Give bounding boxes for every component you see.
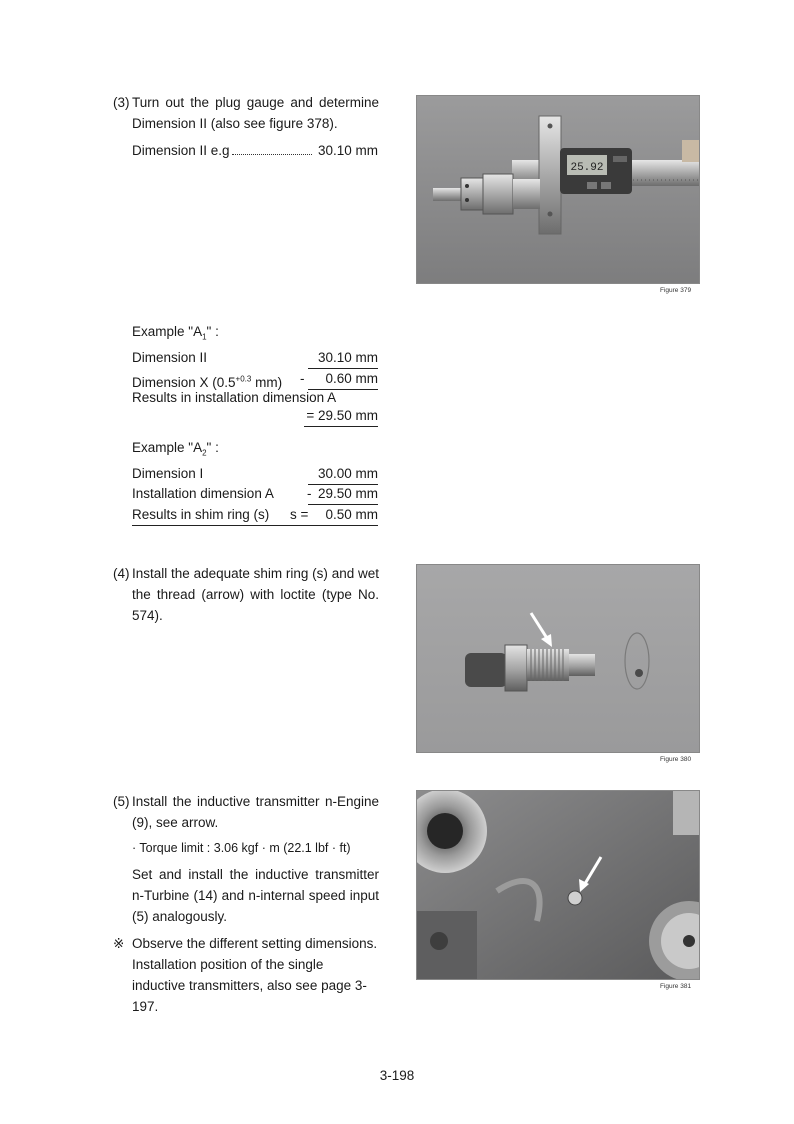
example-a1-title bbox=[132, 322, 219, 342]
figure-379-photo bbox=[416, 95, 700, 284]
row-label: Dimension I bbox=[132, 466, 204, 481]
note-text: Observe the different setting dimensions. Installation position of the single inductive transmitters, also see page 3-197. bbox=[132, 936, 378, 1014]
torque-limit: · Torque limit : 3.06 kgf · m (22.1 lbf · ft) bbox=[132, 841, 351, 855]
row-label: Results in installation dimension A bbox=[132, 390, 337, 405]
example-a2-row-2 bbox=[132, 484, 378, 504]
step-text: Install the adequate shim ring (s) and wet the thread (arrow) with loctite (type No. 574). bbox=[132, 566, 379, 623]
tolerance-superscript: +0.3 bbox=[235, 374, 252, 383]
example-a2-row-1 bbox=[132, 464, 378, 484]
row-value: 0.60 mm bbox=[308, 369, 378, 390]
row-sign: s = bbox=[290, 507, 309, 522]
step-5 bbox=[113, 791, 379, 833]
step-text: Install the inductive transmitter n-Engine (9), see arrow. bbox=[132, 794, 379, 830]
row-label-text: Dimension X (0.5 bbox=[132, 374, 236, 390]
note-symbol: ※ bbox=[113, 936, 125, 951]
example-a1-title-end: " : bbox=[206, 324, 219, 339]
page-number: 3-198 bbox=[379, 1068, 415, 1083]
figure-380-photo bbox=[416, 564, 700, 753]
example-a1-title-text: Example "A bbox=[132, 324, 203, 339]
example-a1-row-3-value bbox=[132, 406, 378, 426]
row-sign: - bbox=[300, 371, 305, 386]
figure-379-caption: Figure 379 bbox=[660, 287, 692, 294]
example-a2-title-text: Example "A bbox=[132, 440, 203, 455]
row-value: 0.50 mm bbox=[325, 507, 378, 522]
example-a2-row-3 bbox=[132, 505, 378, 526]
example-a2-subscript: 2 bbox=[202, 448, 207, 458]
row-label: Installation dimension A bbox=[132, 486, 274, 501]
figure-380-caption: Figure 380 bbox=[660, 756, 692, 763]
note bbox=[113, 933, 379, 1017]
step-4 bbox=[113, 563, 379, 626]
step-5-continued: Set and install the inductive transmitter n-Turbine (14) and n-internal speed input (5) analogously. bbox=[132, 867, 379, 924]
dimension-ii-line bbox=[132, 141, 378, 161]
row-value: 30.10 mm bbox=[308, 348, 378, 369]
caliper-reading: 25.92 bbox=[570, 162, 604, 174]
row-label: Results in shim ring (s) bbox=[132, 507, 270, 522]
row-sign: - bbox=[307, 486, 312, 501]
step-number: (4) bbox=[113, 566, 130, 581]
caliper-plug-gauge-image bbox=[417, 96, 699, 283]
step-3 bbox=[113, 92, 379, 134]
dimension-label: Dimension II e.g bbox=[132, 143, 230, 158]
step-text: Turn out the plug gauge and determine Dimension II (also see figure 378). bbox=[132, 95, 379, 131]
row-label-unit: mm) bbox=[251, 374, 283, 390]
example-a2-title bbox=[132, 438, 219, 458]
row-value: = 29.50 mm bbox=[304, 406, 378, 427]
example-a1-row-1 bbox=[132, 348, 378, 368]
row-label: Dimension II bbox=[132, 350, 208, 365]
transmitter-image bbox=[417, 565, 699, 752]
figure-381-caption: Figure 381 bbox=[660, 983, 692, 990]
example-a1-row-2 bbox=[132, 369, 378, 389]
figure-381-photo bbox=[416, 790, 700, 980]
step-number: (5) bbox=[113, 794, 130, 809]
example-a2-title-end: " : bbox=[206, 440, 219, 455]
step-number: (3) bbox=[113, 95, 130, 110]
dimension-value: 30.10 mm bbox=[317, 143, 378, 158]
transmission-housing-image bbox=[417, 791, 699, 979]
example-a1-subscript: 1 bbox=[202, 332, 207, 342]
row-value: 30.00 mm bbox=[308, 464, 378, 485]
row-value: 29.50 mm bbox=[308, 484, 378, 505]
example-a1-row-3-label bbox=[132, 388, 336, 408]
